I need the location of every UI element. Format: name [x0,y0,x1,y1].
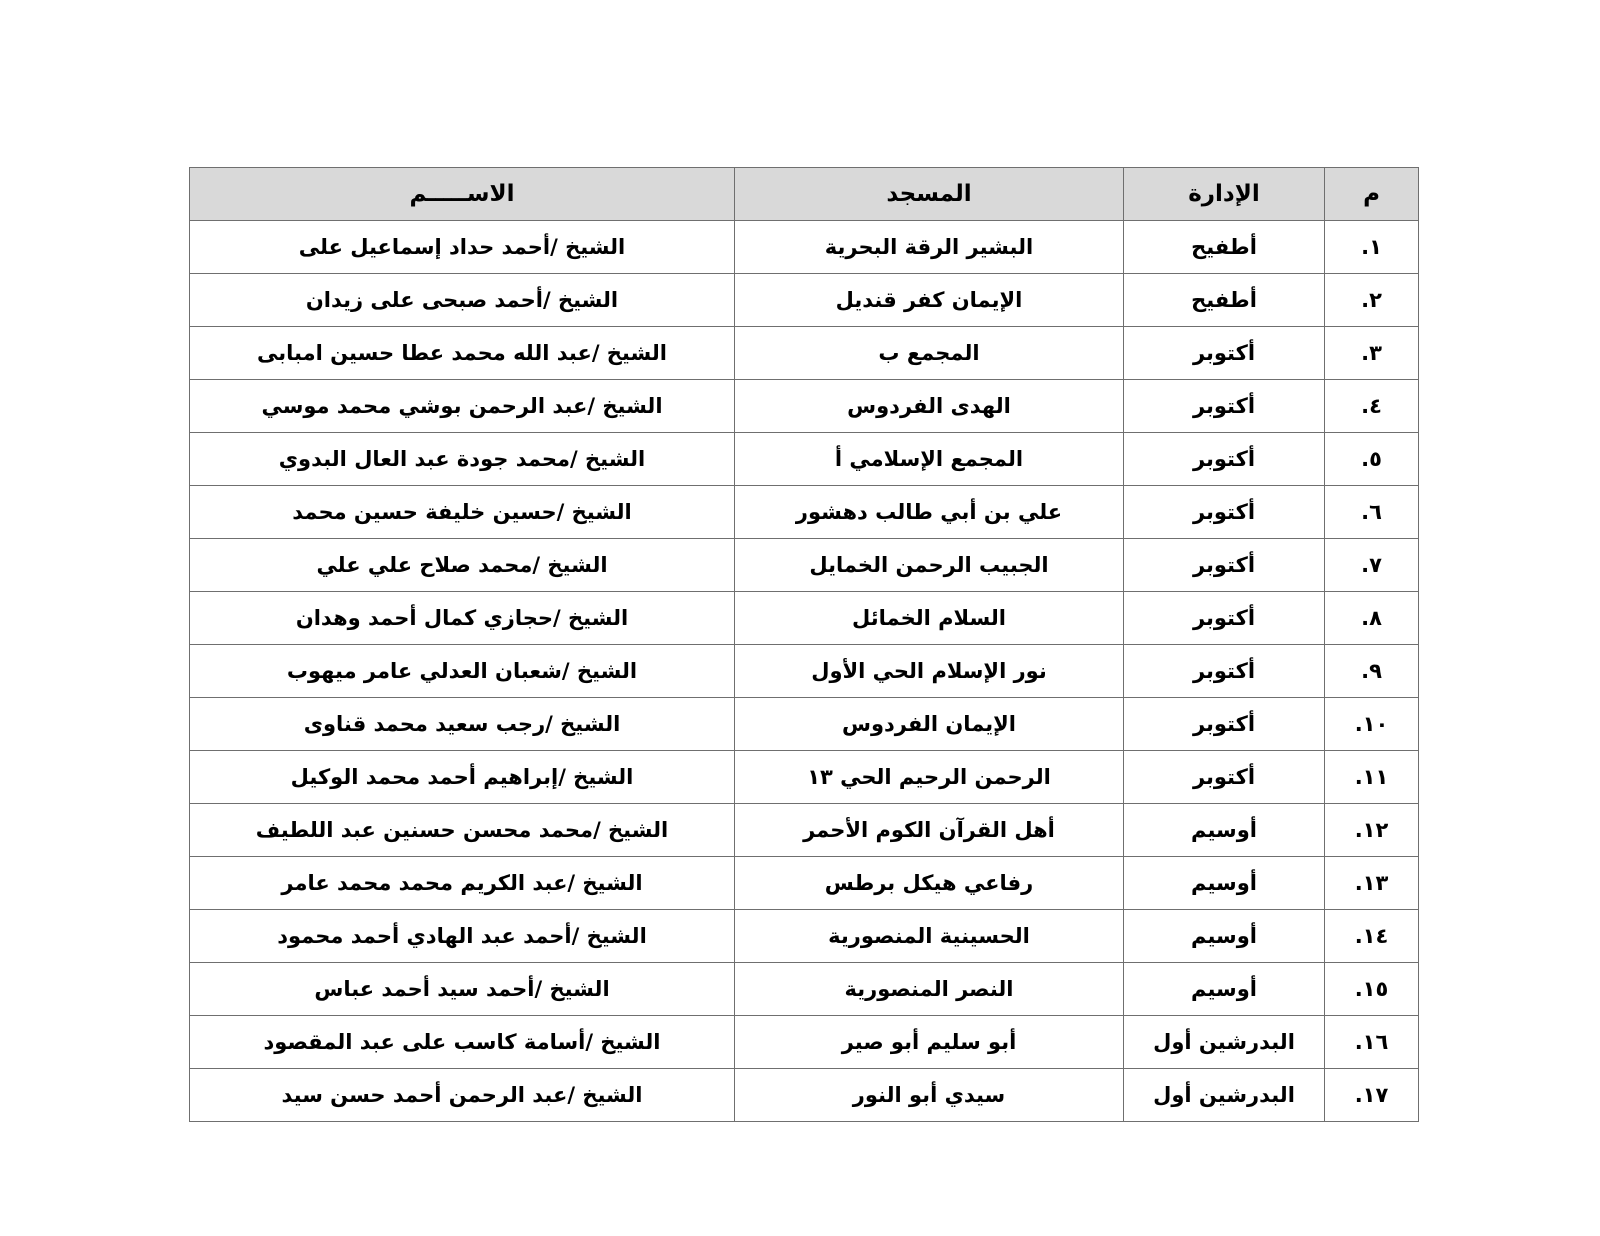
administration-cell: أكتوبر [1124,751,1325,804]
imam-name-cell: الشيخ /شعبان العدلي عامر ميهوب [190,645,735,698]
table-header-row [190,168,1419,221]
imam-name-cell: الشيخ /عبد الرحمن أحمد حسن سيد [190,1069,735,1122]
administration-cell: أطفيح [1124,221,1325,274]
administration-cell: البدرشين أول [1124,1016,1325,1069]
row-number-cell: ٢. [1325,274,1419,327]
imam-name-cell: الشيخ /محمد جودة عبد العال البدوي [190,433,735,486]
table-row [190,751,1419,804]
mosque-cell: المجمع ب [735,327,1124,380]
administration-cell: أطفيح [1124,274,1325,327]
imam-name-cell: الشيخ /عبد الله محمد عطا حسين امبابى [190,327,735,380]
row-number-cell: ١١. [1325,751,1419,804]
administration-cell: أوسيم [1124,857,1325,910]
imam-name-cell: الشيخ /حسين خليفة حسين محمد [190,486,735,539]
administration-cell: أوسيم [1124,963,1325,1016]
table-row [190,274,1419,327]
row-number-cell: ٥. [1325,433,1419,486]
row-number-cell: ١٧. [1325,1069,1419,1122]
administration-cell: أكتوبر [1124,486,1325,539]
row-number-cell: ١٤. [1325,910,1419,963]
mosque-cell: الهدى الفردوس [735,380,1124,433]
row-number-cell: ١٢. [1325,804,1419,857]
mosque-cell: أبو سليم أبو صير [735,1016,1124,1069]
administration-cell: أوسيم [1124,910,1325,963]
row-number-cell: ٧. [1325,539,1419,592]
row-number-cell: ٩. [1325,645,1419,698]
mosque-cell: الرحمن الرحيم الحي ١٣ [735,751,1124,804]
mosque-cell: النصر المنصورية [735,963,1124,1016]
administration-cell: أكتوبر [1124,592,1325,645]
administration-cell: البدرشين أول [1124,1069,1325,1122]
mosque-cell: أهل القرآن الكوم الأحمر [735,804,1124,857]
table-row [190,910,1419,963]
table-row [190,221,1419,274]
row-number-cell: ١٣. [1325,857,1419,910]
imam-name-cell: الشيخ /محمد محسن حسنين عبد اللطيف [190,804,735,857]
mosque-cell: السلام الخمائل [735,592,1124,645]
imam-name-cell: الشيخ /أحمد سيد أحمد عباس [190,963,735,1016]
table-row [190,857,1419,910]
imam-name-cell: الشيخ /أحمد عبد الهادي أحمد محمود [190,910,735,963]
imam-name-cell: الشيخ /رجب سعيد محمد قناوى [190,698,735,751]
table-row [190,539,1419,592]
table-row [190,433,1419,486]
header-mosque: المسجد [735,168,1124,221]
mosque-cell: علي بن أبي طالب دهشور [735,486,1124,539]
table-row [190,804,1419,857]
mosque-cell: نور الإسلام الحي الأول [735,645,1124,698]
mosque-cell: رفاعي هيكل برطس [735,857,1124,910]
imam-name-cell: الشيخ /أحمد حداد إسماعيل على [190,221,735,274]
mosque-cell: سيدي أبو النور [735,1069,1124,1122]
imam-name-cell: الشيخ /عبد الرحمن بوشي محمد موسي [190,380,735,433]
administration-cell: أوسيم [1124,804,1325,857]
mosque-cell: الإيمان كفر قنديل [735,274,1124,327]
mosque-cell: الجبيب الرحمن الخمايل [735,539,1124,592]
row-number-cell: ٣. [1325,327,1419,380]
row-number-cell: ٨. [1325,592,1419,645]
imam-name-cell: الشيخ /محمد صلاح علي علي [190,539,735,592]
imam-name-cell: الشيخ /أسامة كاسب على عبد المقصود [190,1016,735,1069]
table-row [190,963,1419,1016]
row-number-cell: ٤. [1325,380,1419,433]
table-row [190,380,1419,433]
row-number-cell: ١٠. [1325,698,1419,751]
mosque-cell: الإيمان الفردوس [735,698,1124,751]
table-row [190,698,1419,751]
table-row [190,327,1419,380]
imam-name-cell: الشيخ /عبد الكريم محمد محمد عامر [190,857,735,910]
table-row [190,486,1419,539]
table-row [190,1016,1419,1069]
imams-table [189,167,1419,1122]
row-number-cell: ١. [1325,221,1419,274]
row-number-cell: ٦. [1325,486,1419,539]
mosque-cell: المجمع الإسلامي أ [735,433,1124,486]
administration-cell: أكتوبر [1124,327,1325,380]
administration-cell: أكتوبر [1124,698,1325,751]
header-num: م [1325,168,1419,221]
imam-name-cell: الشيخ /إبراهيم أحمد محمد الوكيل [190,751,735,804]
imam-name-cell: الشيخ /أحمد صبحى على زيدان [190,274,735,327]
administration-cell: أكتوبر [1124,539,1325,592]
administration-cell: أكتوبر [1124,380,1325,433]
header-name: الاســـــم [190,168,735,221]
row-number-cell: ١٥. [1325,963,1419,1016]
row-number-cell: ١٦. [1325,1016,1419,1069]
administration-cell: أكتوبر [1124,433,1325,486]
table-body [190,221,1419,1122]
table-row [190,645,1419,698]
table-row [190,592,1419,645]
mosque-cell: البشير الرقة البحرية [735,221,1124,274]
table-row [190,1069,1419,1122]
header-administration: الإدارة [1124,168,1325,221]
mosque-cell: الحسينية المنصورية [735,910,1124,963]
imam-name-cell: الشيخ /حجازي كمال أحمد وهدان [190,592,735,645]
administration-cell: أكتوبر [1124,645,1325,698]
